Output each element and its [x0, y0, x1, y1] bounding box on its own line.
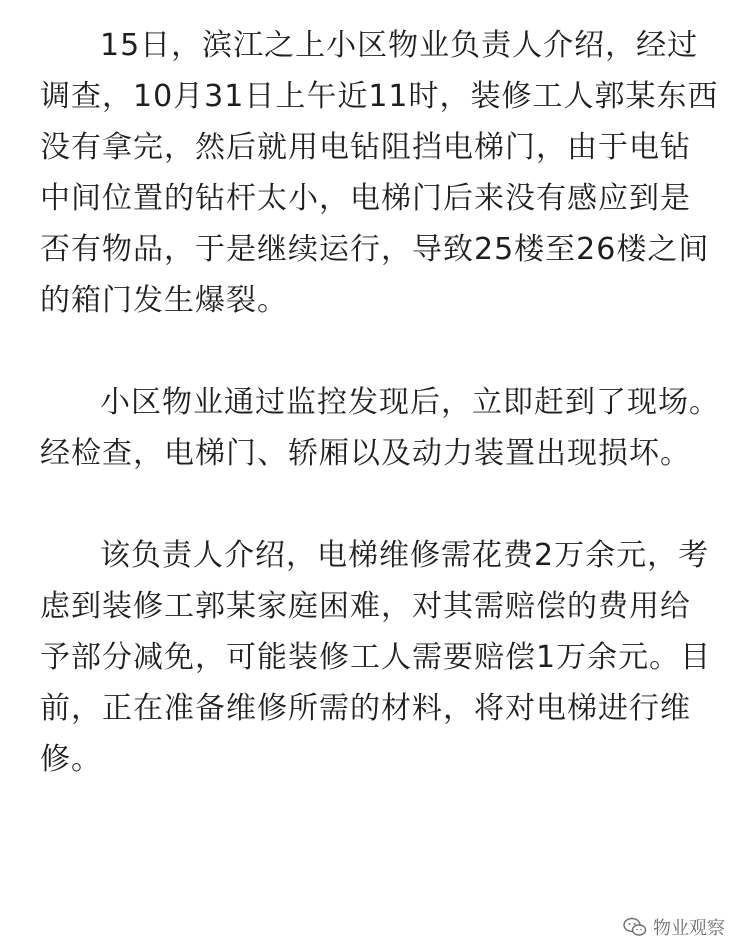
article-paragraph-1: 15日，滨江之上小区物业负责人介绍，经过调查，10月31日上午近11时，装修工人郭某东西没有拿完，然后就用电钻阻挡电梯门，由于电钻中间位置的钻杆太小，电梯门后来没有感应到是否有物品，于是继续运行，导致25楼至26楼之间的箱门发生爆裂。 — [40, 28, 719, 318]
watermark-text: 物业观察 — [653, 918, 725, 939]
article-body — [40, 0, 720, 785]
article-paragraph-2: 小区物业通过监控发现后，立即赶到了现场。经检查，电梯门、轿厢以及动力装置出现损坏。 — [40, 385, 720, 471]
article-paragraph-3: 该负责人介绍，电梯维修需花费2万余元，考虑到装修工郭某家庭困难，对其需赔偿的费用给予部分减免，可能装修工人需要赔偿1万余元。目前，正在准备维修所需的材料，将对电梯进行维修。 — [40, 538, 712, 777]
source-watermark — [623, 914, 725, 940]
wechat-icon — [623, 917, 647, 937]
